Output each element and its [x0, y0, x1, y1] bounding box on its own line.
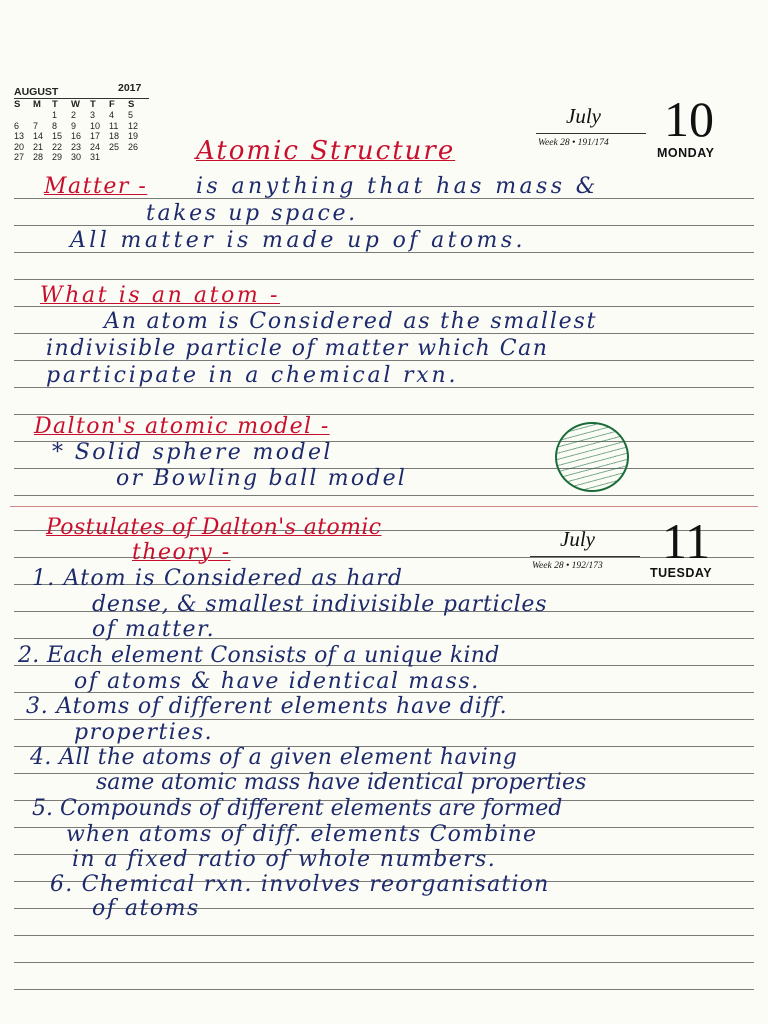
postulate-line: of matter.	[92, 617, 216, 642]
postulate-line: 2. Each element Consists of a unique kind	[18, 643, 500, 668]
day-divider	[10, 506, 758, 507]
ruled-line	[14, 279, 754, 280]
calendar-date: 30	[71, 152, 82, 162]
date-week: Week 28 • 191/174	[538, 138, 609, 148]
date-weekday: MONDAY	[657, 146, 715, 160]
note-line: * Solid sphere model	[52, 440, 333, 465]
day-header: W	[71, 99, 80, 110]
calendar-week	[14, 110, 164, 121]
calendar-date: 10	[90, 120, 101, 131]
postulate-line: 5. Compounds of different elements are formed	[32, 796, 563, 821]
day-header: S	[128, 99, 135, 110]
date-day-number: 10	[664, 91, 714, 147]
calendar-date: 26	[128, 141, 139, 152]
note-heading-dalton: Dalton's atomic model -	[34, 414, 330, 439]
calendar-date: 31	[90, 152, 101, 162]
calendar-date: 11	[109, 120, 119, 131]
postulate-line: 6. Chemical rxn. involves reorganisation	[50, 872, 550, 897]
date-week: Week 28 • 192/173	[532, 561, 603, 571]
date-weekday: TUESDAY	[650, 566, 713, 580]
calendar-year: 2017	[118, 82, 142, 94]
calendar-week	[14, 131, 164, 142]
ruled-line	[14, 495, 754, 496]
calendar-date: 22	[52, 141, 63, 152]
day-header: T	[90, 99, 96, 110]
calendar-date: 6	[14, 120, 20, 131]
calendar-date: 14	[33, 131, 44, 141]
postulate-line: properties.	[74, 720, 214, 745]
calendar-date: 3	[90, 110, 96, 120]
solid-sphere-drawing	[555, 422, 629, 492]
date-separator	[530, 556, 640, 557]
mini-calendar	[14, 82, 164, 163]
postulate-line: 4. All the atoms of a given element having	[30, 745, 518, 770]
postulate-line: in a fixed ratio of whole numbers.	[72, 847, 497, 872]
calendar-date: 29	[52, 152, 63, 162]
date-month: July	[560, 527, 595, 551]
calendar-date: 9	[71, 120, 77, 131]
postulate-line: of atoms & have identical mass.	[74, 669, 480, 694]
calendar-date: 2	[71, 110, 77, 120]
calendar-date: 5	[128, 110, 134, 120]
calendar-date: 8	[52, 120, 58, 131]
calendar-date: 25	[109, 141, 120, 152]
calendar-date: 19	[128, 131, 139, 141]
calendar-date: 27	[14, 152, 25, 162]
calendar-date: 20	[14, 141, 25, 152]
calendar-date: 13	[14, 131, 25, 141]
ruled-line	[14, 989, 754, 990]
day-header: M	[33, 99, 41, 110]
calendar-date	[109, 152, 128, 163]
ruled-line	[14, 225, 754, 226]
date-separator	[536, 133, 646, 134]
calendar-date: 15	[52, 131, 63, 141]
note-line: or Bowling ball model	[116, 466, 408, 491]
calendar-date: 28	[33, 152, 44, 162]
date-month: July	[566, 104, 601, 128]
note-line: is anything that has mass &	[196, 174, 599, 199]
calendar-week	[14, 142, 164, 153]
ruled-line	[14, 557, 754, 558]
ruled-line	[14, 935, 754, 936]
note-heading-postulates: Postulates of Dalton's atomic	[46, 515, 382, 540]
postulate-line: dense, & smallest indivisible particles	[92, 592, 548, 617]
ruled-line	[14, 962, 754, 963]
day-header: S	[14, 99, 21, 110]
calendar-date: 12	[128, 120, 139, 131]
day-header: F	[109, 99, 115, 110]
calendar-week	[14, 121, 164, 132]
calendar-date	[14, 110, 33, 121]
note-heading-postulates-cont: theory -	[132, 540, 231, 565]
date-day-number: 11	[662, 513, 711, 569]
calendar-date: 18	[109, 131, 120, 141]
calendar-date	[33, 110, 52, 121]
note-heading-atom: What is an atom -	[40, 283, 281, 308]
calendar-date	[128, 152, 147, 163]
calendar-date: 4	[109, 110, 115, 120]
calendar-date: 17	[90, 131, 101, 141]
calendar-month: AUGUST	[14, 86, 59, 98]
note-heading-matter: Matter -	[44, 174, 148, 199]
day-header: T	[52, 99, 58, 110]
postulate-line: when atoms of diff. elements Combine	[66, 822, 538, 847]
note-line: participate in a chemical rxn.	[46, 363, 459, 388]
calendar-date: 7	[33, 120, 39, 131]
calendar-week	[14, 152, 164, 163]
note-line: An atom is Considered as the smallest	[104, 309, 598, 334]
calendar-date: 24	[90, 141, 101, 152]
calendar-day-headers	[14, 98, 149, 110]
note-line: indivisible particle of matter which Can	[46, 336, 549, 361]
calendar-grid	[14, 110, 164, 163]
postulate-line: 1. Atom is Considered as hard	[32, 566, 404, 591]
note-line: takes up space.	[146, 201, 358, 226]
calendar-date: 16	[71, 131, 82, 141]
calendar-date: 1	[52, 110, 58, 120]
calendar-date: 23	[71, 141, 82, 152]
calendar-date: 21	[33, 141, 44, 152]
postulate-line: 3. Atoms of different elements have diff.	[26, 694, 508, 719]
note-title: Atomic Structure	[196, 136, 456, 166]
note-line: All matter is made up of atoms.	[70, 228, 526, 253]
postulate-line: same atomic mass have identical properties	[96, 770, 587, 795]
postulate-line: of atoms	[92, 896, 200, 921]
